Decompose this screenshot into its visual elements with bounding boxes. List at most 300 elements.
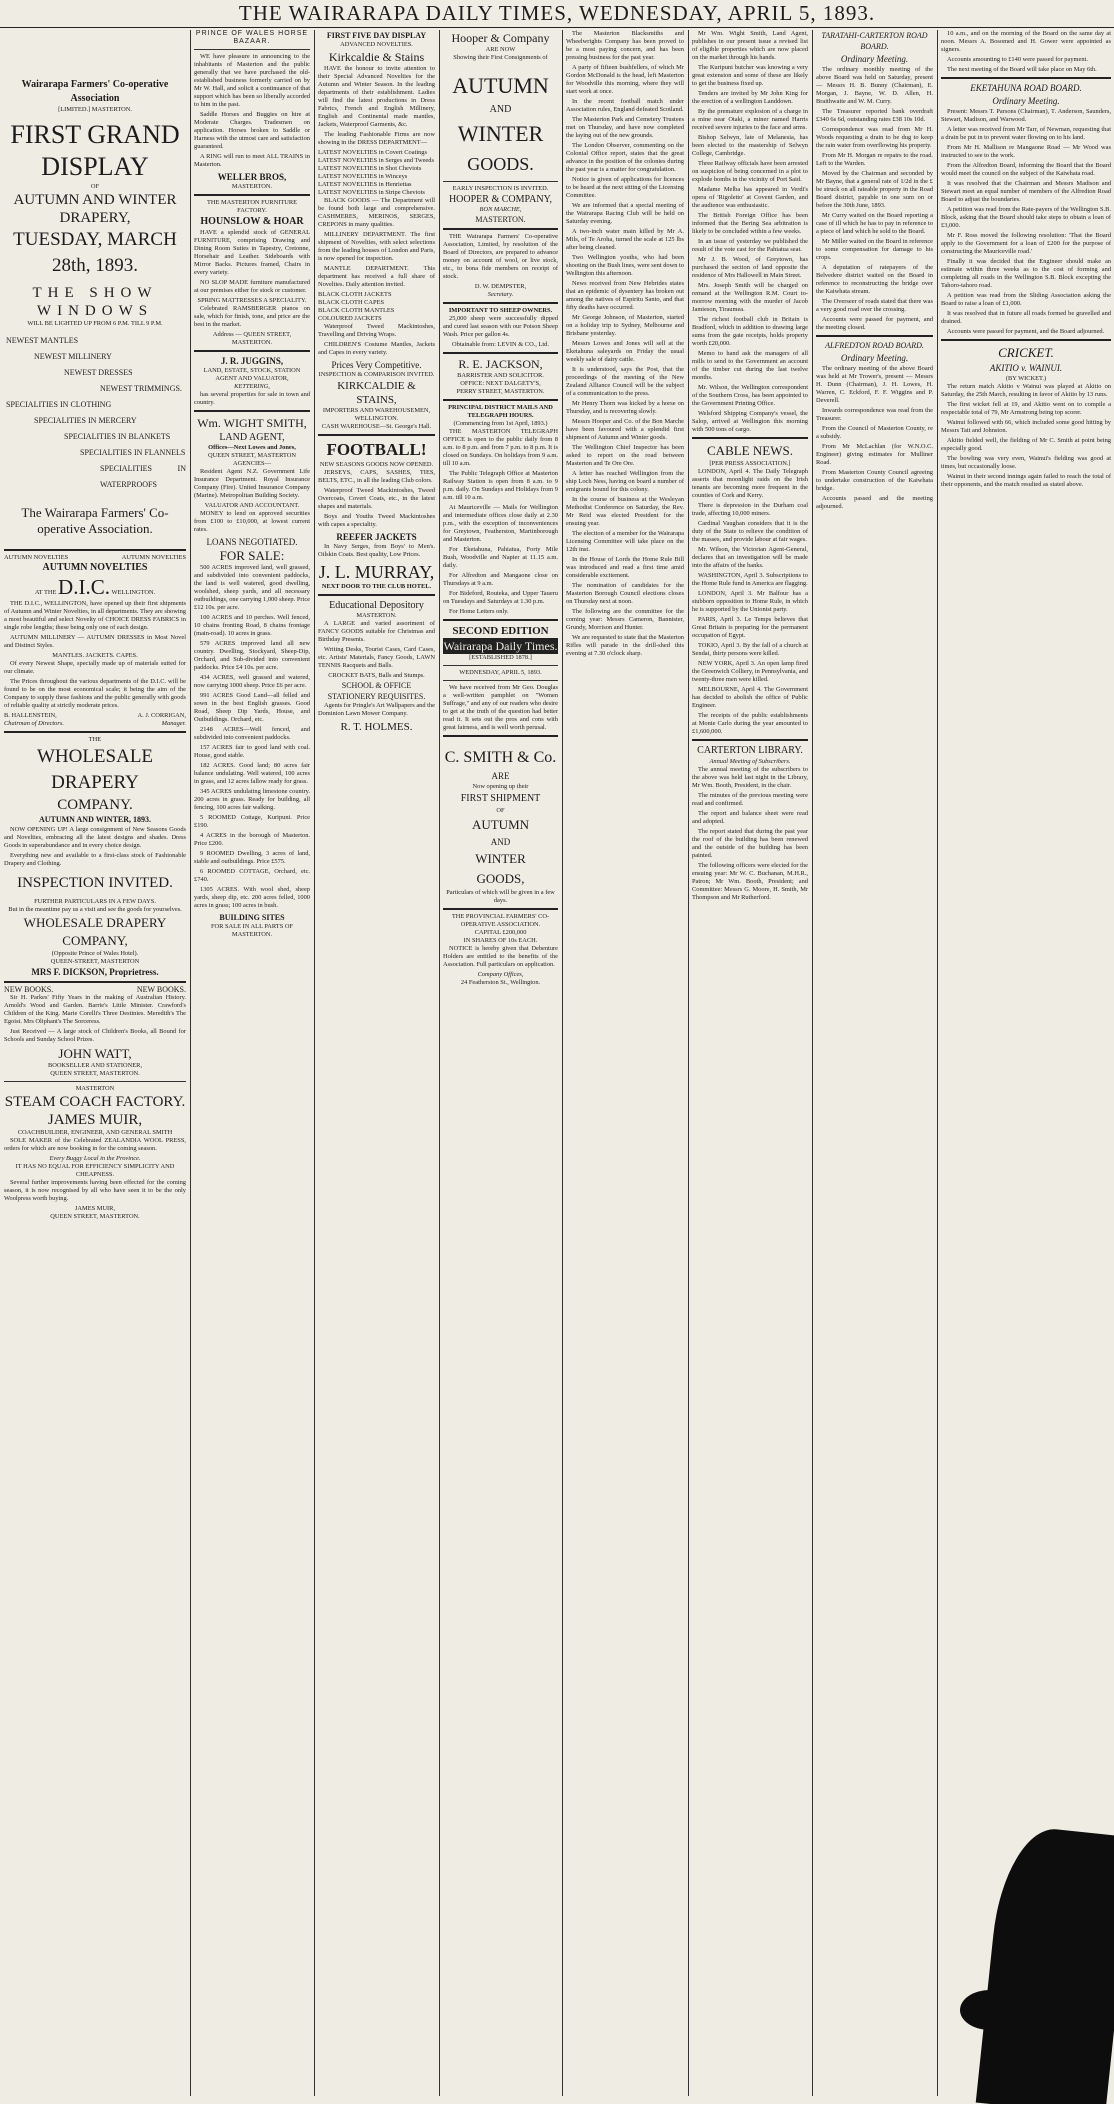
ad-paragraph: At Mauriceville — Mails for Wellington and intermediate offices close daily at 2.30 p.m., with the exception of inconveniences for Greytown, Featherston, Martinborough and Masterton.: [443, 504, 558, 543]
article-paragraph: It was resolved that in future all roads formed be gravelled and drained.: [941, 310, 1111, 325]
ad-paragraph: Sir H. Parkes' Fifty Years in the making of Australian History. Arnold's Wood and Garden. Barrie's Little Minister. Crawford's Children of the King. Marie Corelli's Three Destinies. Meredith's The Egoist. Mrs Oliphant's The Sorceress.: [4, 994, 186, 1025]
ad-headline: WINTER: [475, 851, 526, 866]
ad-text: BOOKSELLER AND STATIONER,: [47, 1062, 143, 1069]
ad-subheading: SCHOOL & OFFICE STATIONERY REQUISITES.: [327, 681, 426, 701]
article-paragraph: The Kuripuni butcher was knowing a very great extension and some of these are likely to get the business fixed up.: [692, 64, 808, 87]
ad-paragraph: 5 ROOMED Cottage, Kuripuni. Price £190.: [194, 814, 310, 829]
ad-signature: The Wairarapa Farmers' Co-operative Association.: [21, 505, 169, 536]
ad-headline: INSPECTION INVITED.: [17, 875, 173, 891]
article-paragraph: From Mr McLachlan (for W.N.O.C. Engineer) giving estimates for Mulliner Road.: [816, 443, 933, 466]
ad-paragraph: MANTLE DEPARTMENT. This department has received a full share of Novelties. Daily attention invited.: [318, 265, 435, 288]
ad-signature: R. T. HOLMES.: [340, 721, 413, 733]
ad-text: But in the meantime pay us a visit and see the goods for yourselves.: [8, 906, 182, 913]
column-5: [566, 30, 684, 2100]
article-paragraph: Moved by the Chairman and seconded by Mr Bayne, that a general rate of 1/2d in the £ be struck on all rateable property in the Road Board district, payable in one sum on or before the 30th June, 1893.: [816, 170, 933, 209]
ad-headline: REEFER JACKETS: [336, 532, 417, 542]
ad-paragraph: 434 ACRES, well grassed and watered, now carrying 1000 sheep. Price £6 per acre.: [194, 674, 310, 689]
column-2: [194, 30, 310, 2100]
column-rule: [812, 30, 813, 2096]
ad-text: QUEEN STREET, MASTERTON.: [50, 1070, 140, 1077]
column-3: [318, 30, 435, 2100]
article-paragraph: The British Foreign Office has been informed that the Bering Sea arbitration is likely to be concluded within a few weeks.: [692, 212, 808, 235]
ad-text: WILL BE LIGHTED UP FROM 6 P.M. TILL 9 P.M.: [27, 320, 163, 327]
ad-paragraph: NO SLOP MADE furniture manufactured at our premises either for stock or customer.: [194, 279, 310, 294]
article-paragraph: The minutes of the previous meeting were read and confirmed.: [692, 792, 808, 807]
ad-paragraph: 100 ACRES and 10 perches. Well fenced, 10 chains fronting Road, 8 chains frontage (main-road). 10 acres in grass.: [194, 614, 310, 637]
ad-text: THE: [88, 736, 102, 743]
article-paragraph: PARIS, April 3. Le Temps believes that Great Britain is preparing for the permanent occupation of Egypt.: [692, 616, 808, 639]
article-paragraph: LONDON, April 3. Mr Balfour has a stubborn opposition to Home Rule, in which he is supported by the Unionist party.: [692, 590, 808, 613]
ad-headline: LOANS NEGOTIATED.: [206, 537, 298, 547]
ad-paragraph: Just Received — A large stock of Children's Books, all Bound for Schools and Sunday School Prizes.: [4, 1028, 186, 1043]
ad-text: MASTERTON: [75, 1085, 115, 1092]
ad-subheading: THE MASTERTON FURNITURE FACTORY.: [206, 199, 298, 214]
ad-headline: COMPANY.: [57, 797, 133, 813]
byline: (BY WICKET.): [1005, 375, 1047, 382]
article-paragraph: LONDON, April 4. The Daily Telegraph asserts that moonlight raids on the Irish tenants are becoming more frequent in the counties of Cork and Kerry.: [692, 468, 808, 499]
ad-text: Address — QUEEN STREET, MASTERTON.: [212, 331, 292, 346]
article-paragraph: From Mr H. Morgan re repairs to the road. Left to the Warden.: [816, 152, 933, 167]
article-paragraph: Inwards correspondence was read from the Treasurer.: [816, 407, 933, 422]
ad-paragraph: THE Wairarapa Farmers' Co-operative Association, Limited, by resolution of the Board of Directors, are prepared to advance money on account of wool, or live stock, etc., to bona fide members on receipt of stock.: [443, 233, 558, 280]
ad-headline: WHOLESALE DRAPERY: [36, 746, 154, 793]
ad-paragraph: 345 ACRES undulating limestone country. 200 acres in grass. Ready for building, all fencing, 100 acres fair walking.: [194, 788, 310, 811]
ad-heading: Wairarapa Farmers' Co-operative Association: [21, 79, 169, 104]
ad-paragraph: 991 ACRES Good Land—all felled and sown in the best English grasses. Good Road, Sheep Dip Yards, House, and Outbuildings. Orchard, etc.: [194, 692, 310, 723]
list-item: SPECIALITIES IN WATERPROOFS: [100, 464, 186, 489]
column-rule: [688, 30, 689, 2096]
ad-text: Offices—Next Lowes and Jones,: [208, 444, 296, 451]
article-paragraph: Notice is given of applications for licences to be heard at the next sitting of the Licensing Committee.: [566, 176, 684, 199]
ad-headline: D.I.C.: [58, 575, 110, 599]
article-paragraph: Wainui in their second innings again failed to reach the total of their opponents, and the match resulted as stated above.: [941, 473, 1111, 488]
ad-text: Chairman of Directors.: [4, 720, 64, 727]
ad-text: FURTHER PARTICULARS IN A FEW DAYS.: [34, 898, 156, 905]
ad-headline: FIRST SHIPMENT: [460, 793, 541, 804]
ad-text: MANTLES. JACKETS. CAPES.: [52, 652, 138, 659]
newspaper-title: Wairarapa Daily Times.: [443, 639, 558, 653]
article-paragraph: The next meeting of the Board will take place on May 6th.: [947, 66, 1097, 73]
section-subtitle: Annual Meeting of Subscribers.: [709, 758, 791, 765]
article-paragraph: The Masterton Blacksmiths and Wheelwrights Company has been proved to be a most paying concern, and has been pressing business for the past year.: [566, 30, 684, 61]
ad-paragraph: 6 ROOMED COTTAGE, Orchard, etc. £740.: [194, 868, 310, 883]
ad-paragraph: BLACK GOODS — The Department will be found both large and comprehensive. CASHMERES, MERINOS, SERGES, CREPONS in many qualities.: [318, 197, 435, 228]
column-8: [941, 30, 1111, 2100]
article-paragraph: Finally it was decided that the Engineer should make an estimate within three weeks as to the cost of forming and completing all roads in the Wellington S.B. Block excepting the Tahoro-tahoro road.: [941, 258, 1111, 289]
ad-paragraph: 4 ACRES in the borough of Masterton. Price £200.: [194, 832, 310, 847]
article-paragraph: Mr. Wilson, the Wellington correspondent of the Southern Cross, has been appointed to the Government Printing Office.: [692, 384, 808, 407]
ad-paragraph: MILLINERY DEPARTMENT. The first shipment of Novelties, with select selections from the leading houses of London and Paris, is now opened for inspection.: [318, 231, 435, 262]
article-paragraph: We are informed that a special meeting of the Wairarapa Racing Club will be held on Saturday evening.: [566, 202, 684, 225]
ad-text: ARE NOW: [485, 46, 516, 53]
column-rule: [190, 30, 191, 2096]
list-item: BLACK CLOTH CAPES: [318, 299, 385, 306]
article-paragraph: From the Council of Masterton County, re a subsidy.: [816, 425, 933, 440]
ad-paragraph: SOLE MAKER of the Celebrated ZEALANDIA WOOL PRESS, orders for which are now booking in for the coming season.: [4, 1137, 186, 1152]
ad-paragraph: 2148 ACRES—Well fenced, and subdivided into convenient paddocks.: [194, 726, 310, 741]
column-6: [692, 30, 808, 2100]
ad-paragraph: 579 ACRES improved land all new country. Dwelling, Stockyard, Sheep-Dip, Orchard, and Sub-divided into convenient paddocks. Price £4 10s. per acre.: [194, 640, 310, 671]
ad-text: 24 Featherston St., Wellington.: [460, 979, 541, 986]
ad-text: Company Offices,: [477, 971, 524, 978]
article-paragraph: It was resolved that the Chairman and Messrs Madison and Stewart meet an equal number of members of the Alfredton Road Board to adjust the boundaries.: [941, 180, 1111, 203]
ad-paragraph: JERSEYS, CAPS, SASHES, TIES, BELTS, ETC., in all the leading Club colors.: [318, 469, 435, 484]
ad-signature: A. J. CORRIGAN,: [137, 712, 186, 719]
article-paragraph: The Overseer of roads stated that there was a very good road over the crossing.: [816, 298, 933, 313]
ad-headline: DRAPERY,: [59, 210, 131, 226]
ad-signature: D. W. DEMPSTER,: [474, 283, 527, 290]
ad-date: TUESDAY, MARCH 28th, 1893.: [13, 229, 177, 276]
article-paragraph: Mr. Wilson, the Victorian Agent-General, declares that an investigation will be made into the affairs of the banks.: [692, 546, 808, 569]
article-paragraph: Accounts amounting to £140 were passed for payment.: [947, 56, 1088, 63]
ad-paragraph: THE MASTERTON TELEGRAPH OFFICE is open to the public daily from 8 a.m. to 8 p.m. and from 7 p.m. to 8 p.m. It is closed on Sundays. On holidays from 9 a.m. till 10 a.m.: [443, 428, 558, 467]
ad-text: FOR SALE IN ALL PARTS OF MASTERTON.: [210, 923, 294, 938]
ad-paragraph: For Home Letters only.: [449, 608, 509, 615]
article-paragraph: Correspondence was read from Mr H. Woods requesting a drain to be dug to keep the rain water from overflowing his property.: [816, 126, 933, 149]
article-paragraph: In the recent football match under Association rules, England defeated Scotland.: [566, 98, 684, 113]
article-paragraph: Wainui followed with 66, which included some good hitting by Messrs Tait and Johnston.: [941, 419, 1111, 434]
article-paragraph: Mr F. Ross moved the following resolution: 'That the Board apply to the Government for a loan of £200 for the purpose of constructing the Mauriceville road.': [941, 232, 1111, 255]
article-paragraph: Mr Wm. Wight Smith, Land Agent, publishes in our present issue a revised list of eligible properties which are now placed on the market through his hands.: [692, 30, 808, 61]
ad-headline: AUTUMN: [471, 817, 530, 832]
ad-paragraph: Agents for Pringle's Art Wallpapers and the Dominion Lawn Mower Company.: [318, 702, 435, 717]
ad-text: Obtainable from: LEVIN & CO., Ltd.: [452, 341, 549, 348]
list-item: NEWEST MANTLES: [6, 336, 79, 345]
section-title: CRICKET.: [998, 345, 1054, 360]
torn-page-damage: [960, 1990, 1020, 2030]
article-paragraph: The report and balance sheet were read and adopted.: [692, 810, 808, 825]
ad-headline: JAMES MUIR,: [47, 1112, 143, 1128]
ad-text: EARLY INSPECTION IS INVITED.: [452, 185, 549, 192]
ad-text: IMPORTERS AND WAREHOUSEMEN,: [322, 407, 431, 414]
ad-paragraph: AUTUMN MILLINERY — AUTUMN DRESSES in Most Novel and Distinct Styles.: [4, 634, 186, 649]
ad-headline: WHOLESALE DRAPERY COMPANY,: [23, 915, 167, 948]
article-paragraph: We have received from Mr Geo. Douglas a well-written pamphlet on "Women Suffrage," and any of our readers who desire to get at the truth of the question had better read it. It sets out the pros and cons with great fairness, and is well worth perusal.: [443, 684, 558, 731]
list-item: SPECIALITIES IN MERCERY: [34, 416, 137, 425]
ad-headline: HOUNSLOW & HOAR: [200, 216, 304, 227]
ad-text: QUEEN STREET, MASTERTON: [208, 452, 296, 459]
article-paragraph: It is understood, says the Post, that the proceedings of the meeting of the New Zealand Alliance Council will be the subject of a communication to the press.: [566, 366, 684, 397]
ad-headline: STEAM COACH FACTORY.: [4, 1094, 186, 1110]
list-item: LATEST NOVELTIES in Henriettas: [318, 181, 412, 188]
ad-paragraph: NOTICE is hereby given that Debenture Holders are entitled to the benefits of the Association. Full particulars on application.: [443, 945, 558, 968]
list-item: COLOURED JACKETS: [318, 315, 382, 322]
ad-paragraph: 9 ROOMED Dwelling, 3 acres of land, stable and outbuildings. Price £575.: [194, 850, 310, 865]
ad-paragraph: For Alfredton and Mangaone close on Thursdays at 9 a.m.: [443, 572, 558, 587]
ad-paragraph: MONEY to lend on approved securities from £100 to £10,000, at lowest current rates.: [194, 510, 310, 533]
ad-list: [4, 333, 186, 493]
article-paragraph: Cardinal Vaughan considers that it is the duty of the State to relieve the condition of the masses, and provide labour at fair wages.: [692, 520, 808, 543]
ad-text: QUEEN STREET, MASTERTON.: [50, 1213, 140, 1220]
section-title: CARTERTON LIBRARY.: [697, 745, 803, 756]
ad-paragraph: 182 ACRES. Good land; 80 acres fair balance undulating. Well watered, 100 acres in grass, and 12 acres fallow ready for grass.: [194, 762, 310, 785]
ad-text: MASTERTON.: [356, 612, 397, 619]
article-paragraph: Mr Curry waited on the Board reporting a case of ill which he has to pay in reference to a piece of land which he sold to the Board.: [816, 212, 933, 235]
ad-text: MASTERTON.: [231, 183, 273, 190]
ad-paragraph: 157 ACRES fair to good land with coal. House, good stable.: [194, 744, 310, 759]
section-title: SECOND EDITION: [452, 625, 549, 637]
ad-paragraph: The leading Fashionable Firms are now showing in the DRESS DEPARTMENT—: [318, 131, 435, 146]
ad-subheading: NEW SEASONS GOODS NOW OPENED.: [319, 461, 434, 468]
ad-headline: NEW BOOKS.: [136, 985, 186, 994]
ad-headline: IMPORTANT TO SHEEP OWNERS.: [448, 307, 553, 314]
list-item: NEWEST MILLINERY: [34, 352, 112, 361]
article-paragraph: MELBOURNE, April 4. The Government has decided to abolish the office of Public Engineer.: [692, 686, 808, 709]
article-paragraph: A petition was read from the Sliding Association asking the Board to raise a loan of £1,000.: [941, 292, 1111, 307]
article-paragraph: Bishop Selwyn, late of Melanesia, has been elected to the mastership of Selwyn College, Cambridge.: [692, 134, 808, 157]
article-paragraph: WASHINGTON, April 3. Subscriptions to the Home Rule fund in America are flagging.: [692, 572, 808, 587]
ad-text: AT THE: [34, 589, 57, 596]
article-paragraph: The ordinary monthly meeting of the above Board was held on Saturday, present — Messrs H. B. Bunny (Chairman), E. Morgan, J. Bayne, W. D. Allen, H. Braithwaite and W. M. Curry.: [816, 66, 933, 105]
masthead: THE WAIRARAPA DAILY TIMES, WEDNESDAY, APRIL 5, 1893.: [0, 0, 1114, 28]
ad-text: IN SHARES OF 10s EACH.: [463, 937, 538, 944]
ad-paragraph: 25,000 sheep were successfully dipped and cured last season with our Poison Sheep Wash. Price per gallon 4s.: [443, 315, 558, 338]
ad-text: ARE: [491, 771, 510, 781]
ad-paragraph: CHILDREN'S Costume Mantles, Jackets and Capes in every variety.: [318, 341, 435, 356]
article-paragraph: Accounts were passed for payment, and the Board adjourned.: [947, 328, 1105, 335]
ad-text: BON MARCHE,: [479, 206, 522, 213]
article-paragraph: In the House of Lords the Home Rule Bill was introduced and read a first time amid considerable excitement.: [566, 556, 684, 579]
article-paragraph: The London Observer, commenting on the Colonial Office report, states that the great advance in the position of the colonies during the past year is a matter for congratulation.: [566, 142, 684, 173]
article-paragraph: By the premature explosion of a charge in a mine near Otaki, a miner named Harris received severe injuries to the face and arms.: [692, 108, 808, 131]
ad-headline: FOOTBALL!: [326, 440, 427, 459]
list-item: LATEST NOVELTIES in Shot Cheviots: [318, 165, 422, 172]
article-paragraph: Memo to hand ask the managers of all mills to send to the Government an account of the timber cut during the last twelve months.: [692, 350, 808, 381]
article-paragraph: A party of fifteen bushfellers, of which Mr Gordon McDonald is the head, left Masterton for Woodville this morning, where they will start work at once.: [566, 64, 684, 95]
ad-headline: Educational Depository: [329, 600, 424, 611]
ad-headline: FIRST FIVE DAY DISPLAY: [326, 31, 427, 40]
list-item: LATEST NOVELTIES in Serges and Tweeds: [318, 157, 434, 164]
ad-headline: Hooper & Company: [451, 31, 550, 45]
ad-text: CROCKET BATS, Balls and Stumps.: [328, 672, 425, 679]
article-paragraph: The nomination of candidates for the Masterton Borough Council elections closes on Thursday next at noon.: [566, 582, 684, 605]
ad-paragraph: In Navy Serges, from Boys' to Men's. Oilskin Coats. Best quality, Low Prices.: [318, 543, 435, 558]
ad-text: CAPITAL £200,000: [474, 929, 527, 936]
article-paragraph: A letter was received from Mr Tarr, of Newman, requesting that a drain be put in to prevent water flowing on to his land.: [941, 126, 1111, 141]
ad-paragraph: Everything new and available to a first-class stock of Fashionable Drapery and Clothing.: [4, 852, 186, 867]
ad-paragraph: Of every Newest Shape, specially made up of materials suited for our climate.: [4, 660, 186, 675]
ad-headline: AUTUMN: [452, 73, 549, 98]
ad-text: (Commencing from 1st April, 1893.): [453, 420, 548, 427]
ad-headline: GOODS.: [467, 154, 534, 174]
ad-text: CASH WAREHOUSE—St. George's Hall.: [321, 423, 432, 430]
article-paragraph: A two-inch water main killed by Mr A. Mils, of Te Aroha, turned the scale at 125 lbs after being cleaned.: [566, 228, 684, 251]
ad-text: AUTUMN NOVELTIES: [4, 554, 69, 561]
ad-text: NEXT DOOR TO THE CLUB HOTEL.: [321, 583, 432, 590]
ad-headline: BUILDING SITES: [219, 913, 285, 922]
ad-headline: THE PROVINCIAL FARMERS' CO-OPERATIVE ASSOCIATION.: [451, 913, 550, 928]
ad-text: (Opposite Prince of Wales Hotel).: [51, 950, 139, 957]
ad-text: INSPECTION & COMPARISON INVITED.: [318, 371, 435, 378]
article-paragraph: Tenders are invited by Mr John King for the erection of a wellington Landdown.: [692, 90, 808, 105]
ad-text: Secretary.: [487, 291, 514, 298]
ad-signature: KIRKCALDIE & STAINS,: [337, 380, 416, 406]
ad-headline: JOHN WATT,: [58, 1046, 132, 1061]
ad-text: Showing their First Consignments of: [453, 54, 548, 61]
section-title: CABLE NEWS.: [707, 443, 793, 458]
article-paragraph: The richest football club in Britain is Bradford, which in addition to drawing large sums from the gate receipts, holds property worth £20,000.: [692, 316, 808, 347]
list-item: SPECIALITIES IN FLANNELS: [80, 448, 186, 457]
ad-paragraph: Resident Agent N.Z. Government Life Insurance Department. Royal Insurance Company (Fire). United Insurance Company (Marine). Metropolitan Building Society.: [194, 468, 310, 499]
ad-subheading: ADVANCED NOVELTIES.: [340, 41, 413, 48]
ad-paragraph: For Bideford, Routeka, and Upper Taueru on Tuesdays and Saturdays at 1.30 p.m.: [443, 590, 558, 605]
article-paragraph: Messrs Lowes and Jones will sell at the Eketahuna saleyards on Friday the usual weekly sale of dairy cattle.: [566, 340, 684, 363]
ad-paragraph: Celebrated RAMSBERGER pianos on sale, which for finish, tone, and price are the best in the market.: [194, 305, 310, 328]
article-paragraph: In an issue of yesterday we published the result of the vote cast for the Pahiatua seat.: [692, 238, 808, 253]
article-paragraph: From Masterton County Council agreeing to undertake construction of the Kaiwhata bridge.: [816, 469, 933, 492]
article-paragraph: Mr J. B. Wood, of Greytown, has purchased the section of land opposite the residence of Mrs Hallowell in Main Street.: [692, 256, 808, 279]
article-paragraph: Present: Messrs T. Parsons (Chairman), T. Anderson, Saunders, Stewart, Madison, and Warwood.: [941, 108, 1111, 123]
column-4: [443, 30, 558, 2100]
article-paragraph: TOKIO, April 3. By the fall of a church at Sendai, thirty persons were killed.: [692, 642, 808, 657]
ad-headline: PRINCIPAL DISTRICT MAILS AND TELEGRAPH HOURS.: [448, 404, 553, 419]
ad-paragraph: THE D.I.C., WELLINGTON, have opened up their first shipments of Autumn and Winter Novelties, in all departments. They are showing a most beautiful and select Novelty of CHOICE DRESS FABRICS in single robe lengths; these being only one of each design.: [4, 600, 186, 631]
article-paragraph: Accounts passed and the meeting adjourned.: [816, 495, 933, 510]
ad-headline: Kirkcaldie & Stains: [328, 50, 425, 64]
ad-text: AGENCIES—: [233, 460, 271, 467]
ad-headline: THE SHOW WINDOWS: [32, 285, 158, 319]
ad-text: MASTERTON.: [475, 215, 526, 224]
article-paragraph: In the course of business at the Wesleyan Methodist Conference on Saturday, the Rev. Mr Reid was elected President for the ensuing year.: [566, 496, 684, 527]
list-item: LATEST NOVELTIES in Stripe Cheviots: [318, 189, 425, 196]
article-paragraph: Two Wellington youths, who had been shooting on the Bush lines, were sent down to Wellington this afternoon.: [566, 254, 684, 277]
article-paragraph: The receipts of the public establishments at Monte Carlo during the year amounted to £1,600,000.: [692, 712, 808, 735]
ad-text: Prices Very Competitive.: [331, 360, 422, 370]
article-paragraph: The annual meeting of the subscribers to the above was held last night in the Library, Mr Wm. Booth, President, in the chair.: [692, 766, 808, 789]
ad-paragraph: The Prices throughout the various departments of the D.I.C. will be found to be on the most economical scale; it being the aim of the Company to supply these fashions and the public generally with goods of reliable quality at strictly moderate prices.: [4, 678, 186, 709]
section-subtitle: Ordinary Meeting.: [992, 96, 1060, 106]
ad-headline: C. SMITH & Co.: [444, 749, 557, 766]
article-paragraph: The Treasurer reported bank overdraft £340 6s 6d, outstanding rates £38 10s 10d.: [816, 108, 933, 123]
ad-headline: J. R. JUGGINS,: [220, 356, 284, 366]
ad-text: [ESTABLISHED 1878.]: [469, 654, 532, 661]
article-paragraph: The report stated that during the past year the roof of the building has been renewed and the outside of the building has been painted.: [692, 828, 808, 859]
article-paragraph: The ordinary meeting of the above Board was held at Mr Trower's, present — Messrs H. Dunn (Chairman), J. H. Lowes, H. Warren, C. Eckford, F. F. Wiggins and P. Deverell.: [816, 365, 933, 404]
column-1: [4, 30, 186, 2100]
ad-paragraph: WE have pleasure in announcing to the inhabitants of Masterton and the public generally that we have purchased the old-established business formerly carried on by Mr W. Hall, and solicit a continuance of that support which has been so liberally accorded to him in the past.: [194, 53, 310, 108]
ad-text: AND: [490, 837, 511, 847]
section-title: ALFREDTON ROAD BOARD.: [825, 341, 924, 350]
article-paragraph: Welsford Shipping Company's vessel, the Salop, arrived at Wellington this morning with 500 tons of cargo.: [692, 410, 808, 433]
article-paragraph: Three Railway officials have been arrested on suspicion of being concerned in a plot to explode bombs in the vicinity of Port Said.: [692, 160, 808, 183]
article-paragraph: News received from New Hebrides states that an epidemic of dysentery has broken out among the natives of Espiritu Santo, and that fifty deaths have occurred.: [566, 280, 684, 311]
article-paragraph: NEW YORK, April 3. An open lamp fired the Greenwich Colliery, in Pennsylvania, and twenty-three men were killed.: [692, 660, 808, 683]
ad-paragraph: HAVE the honour to invite attention to their Special Advanced Novelties for the Autumn and Winter Season. In the leading departments of their establishment. Ladies will find the latest productions in Dress Fabrics, French and English Millinery, English and Continental made mantles, Jackets, Waterproof Garments, &c.: [318, 65, 435, 128]
ad-subheading: AUTUMN AND WINTER, 1893.: [38, 815, 152, 824]
ad-paragraph: For Eketahuna, Pahiatua, Forty Mile Bush, Woodville and Napier at 11.15 a.m. daily.: [443, 546, 558, 569]
ad-headline: R. E. JACKSON,: [458, 357, 543, 371]
ad-paragraph: NOW OPENING UP! A large consignment of New Seasons Goods and Novelties, embracing all the latest designs and shades. Dress Goods in superabundance and in every choice design.: [4, 826, 186, 849]
ad-text: BARRISTER AND SOLICITOR.: [457, 372, 544, 379]
ad-headline: AUTUMN AND WINTER: [13, 192, 177, 208]
ad-text: WELLINGTON.: [354, 415, 399, 422]
ad-text: SPRING MATTRESSES A SPECIALITY.: [197, 297, 307, 304]
article-paragraph: The first wicket fell at 19, and Akitio went on to compile a respectable total of 79, Mr Armstrong being top scorer.: [941, 401, 1111, 416]
ad-headline: GOODS,: [476, 871, 525, 886]
ad-headline: Wm. WIGHT SMITH,: [197, 416, 307, 430]
article-paragraph: Mr Miller waited on the Board in reference to some compensation for damage to his crops.: [816, 238, 933, 261]
article-paragraph: The Masterton Park and Cemetery Trustees met on Thursday, and have now completed the laying out of the new grounds.: [566, 116, 684, 139]
ad-text: Manager.: [161, 720, 186, 727]
section-subtitle: AKITIO v. WAINUI.: [989, 363, 1063, 373]
article-paragraph: Mr Henry Thorn was kicked by a horse on Thursday, and is recovering slowly.: [566, 400, 684, 415]
ad-signature: B. HALLENSTEIN,: [4, 712, 57, 719]
ad-paragraph: 1305 ACRES. With wool shed, sheep yards, sheep dip, etc. 200 acres felled, 1000 acres in grass; 100 acres in bush.: [194, 886, 310, 909]
ad-paragraph: The Public Telegraph Office at Masterton Railway Station is open from 8 a.m. to 9 p.m. daily. On Sundays and Holidays from 9 a.m. till 10 a.m.: [443, 470, 558, 501]
ad-headline: NEW BOOKS.: [4, 985, 54, 994]
ad-headline: FOR SALE:: [219, 548, 285, 563]
column-rule: [314, 30, 315, 2096]
ad-paragraph: Several further improvements having been effected for the coming season, it is now recognised by all who have seen it to be the only Woolpress worth buying.: [4, 1179, 186, 1202]
section-title: TARATAHI-CARTERTON ROAD BOARD.: [821, 31, 928, 51]
column-rule: [937, 30, 938, 2096]
list-item: NEWEST DRESSES: [64, 368, 133, 377]
list-item: LATEST NOVELTIES in Winceys: [318, 173, 408, 180]
ad-headline: J. L. MURRAY,: [318, 562, 435, 582]
article-paragraph: 10 a.m., and on the morning of the Board on the same day at noon. Messrs A. Bosomed and H. Gower were appointed as signers.: [941, 30, 1111, 53]
section-title: EKETAHUNA ROAD BOARD.: [970, 83, 1082, 93]
article-paragraph: The return match Akitio v Wainui was played at Akitio on Saturday, the 25th March, resulting in favor of Akitio by 13 runs.: [941, 383, 1111, 398]
column-rule: [562, 30, 563, 2096]
ad-text: KETTERING,: [234, 383, 270, 390]
article-paragraph: From Mr H. Mallison re Mangaone Road — Mr Wood was instructed to see to the work.: [941, 144, 1111, 159]
article-paragraph: A deputation of ratepayers of the Belvedere district waited on the Board in reference to reconstructing the bridge over the Kaiwhata stream.: [816, 264, 933, 295]
ad-text: AUTUMN NOVELTIES: [121, 554, 186, 561]
ad-headline: PRINCE OF WALES HORSE BAZAAR.: [195, 30, 309, 45]
list-item: SPECIALITIES IN CLOTHING: [6, 400, 112, 409]
article-paragraph: Messrs Hooper and Co. of the Bon Marche have been favoured with a splendid first shipment of Autumn and Winter goods.: [566, 418, 684, 441]
article-paragraph: We are requested to state that the Masterton Rifles will parade in the drill-shed this evening at 7.30 o'clock sharp.: [566, 634, 684, 657]
article-paragraph: Madame Melba has appeared in Verdi's opera of 'Rigoletto' at Covent Garden, and the audience was enthusiastic.: [692, 186, 808, 209]
ad-headline: WINTER: [457, 121, 544, 146]
article-paragraph: A letter has reached Wellington from the ship Loch Ness, having on board a number of emigrants bound for this colony.: [566, 470, 684, 493]
article-paragraph: The Wellington Chief Inspector has been asked to report on the road between Masterton and Te Ore Ore.: [566, 444, 684, 467]
section-subtitle: [PER PRESS ASSOCIATION.]: [709, 460, 791, 467]
article-paragraph: Accounts were passed for payment, and the meeting closed.: [816, 316, 933, 331]
list-item: NEWEST TRIMMINGS.: [100, 384, 182, 393]
ad-text: AND: [489, 104, 512, 115]
list-item: LATEST NOVELTIES in Covert Coatings: [318, 149, 427, 156]
issue-date: WEDNESDAY, APRIL 5, 1893.: [459, 669, 542, 676]
ad-headline: FIRST GRAND DISPLAY: [10, 120, 180, 181]
ad-text: COACHBUILDER, ENGINEER, AND GENERAL SMITH: [17, 1129, 173, 1136]
article-paragraph: The following are the committee for the coming year: Messrs Cameron, Bannister, Grundy, Morrison and Hunter.: [566, 608, 684, 631]
article-paragraph: The bowling was very even, Wainui's fielding was good at times, but occasionally loose.: [941, 455, 1111, 470]
ad-paragraph: A RING will run to meet ALL TRAINS in Masterton.: [194, 153, 310, 168]
list-item: SPECIALITIES IN BLANKETS: [64, 432, 171, 441]
ad-paragraph: A LARGE and varied assortment of FANCY GOODS suitable for Christmas and Birthday Presents.: [318, 620, 435, 643]
article-paragraph: The election of a member for the Wairarapa Licensing Committee will take place on the 12th inst.: [566, 530, 684, 553]
section-subtitle: Ordinary Meeting.: [840, 54, 909, 64]
column-7: [816, 30, 933, 2100]
ad-paragraph: Waterproof Tweed Mackintoshes, Tweed Overcoats, Covert Coats, etc., in the latest shapes and materials.: [318, 487, 435, 510]
ad-paragraph: Boys and Youths Tweed Mackintoshes with capes a speciality.: [318, 513, 435, 528]
list-item: BLACK CLOTH MANTLES: [318, 307, 395, 314]
column-rule: [439, 30, 440, 2096]
ad-paragraph: Waterproof Tweed Mackintoshes, Travelling and Driving Wraps.: [318, 323, 435, 338]
ad-text: OFFICE: NEXT DALGETY'S,: [460, 380, 541, 387]
ad-signature: HOOPER & COMPANY,: [448, 194, 553, 205]
article-paragraph: Mrs. Joseph Smith will be charged on remand at the Wellington R.M. Court to-morrow morning with the murder of Jacob Jamieson, Tiraumea.: [692, 282, 808, 313]
ad-signature: WELLER BROS,: [217, 172, 287, 182]
ad-text: OF: [496, 807, 505, 814]
ad-text: Particulars of which will be given in a few days.: [446, 889, 555, 904]
ad-subheading: [LIMITED.] MASTERTON.: [58, 106, 132, 113]
ad-headline: LAND AGENT,: [219, 432, 285, 443]
ad-text: Now opening up their: [472, 783, 529, 790]
article-paragraph: From the Alfredton Board, informing the Board that the Board would meet the council on the subject of the Kaiwhata road.: [941, 162, 1111, 177]
ad-text: IT HAS NO EQUAL FOR EFFICIENCY SIMPLICITY AND CHEAPNESS.: [15, 1163, 175, 1178]
